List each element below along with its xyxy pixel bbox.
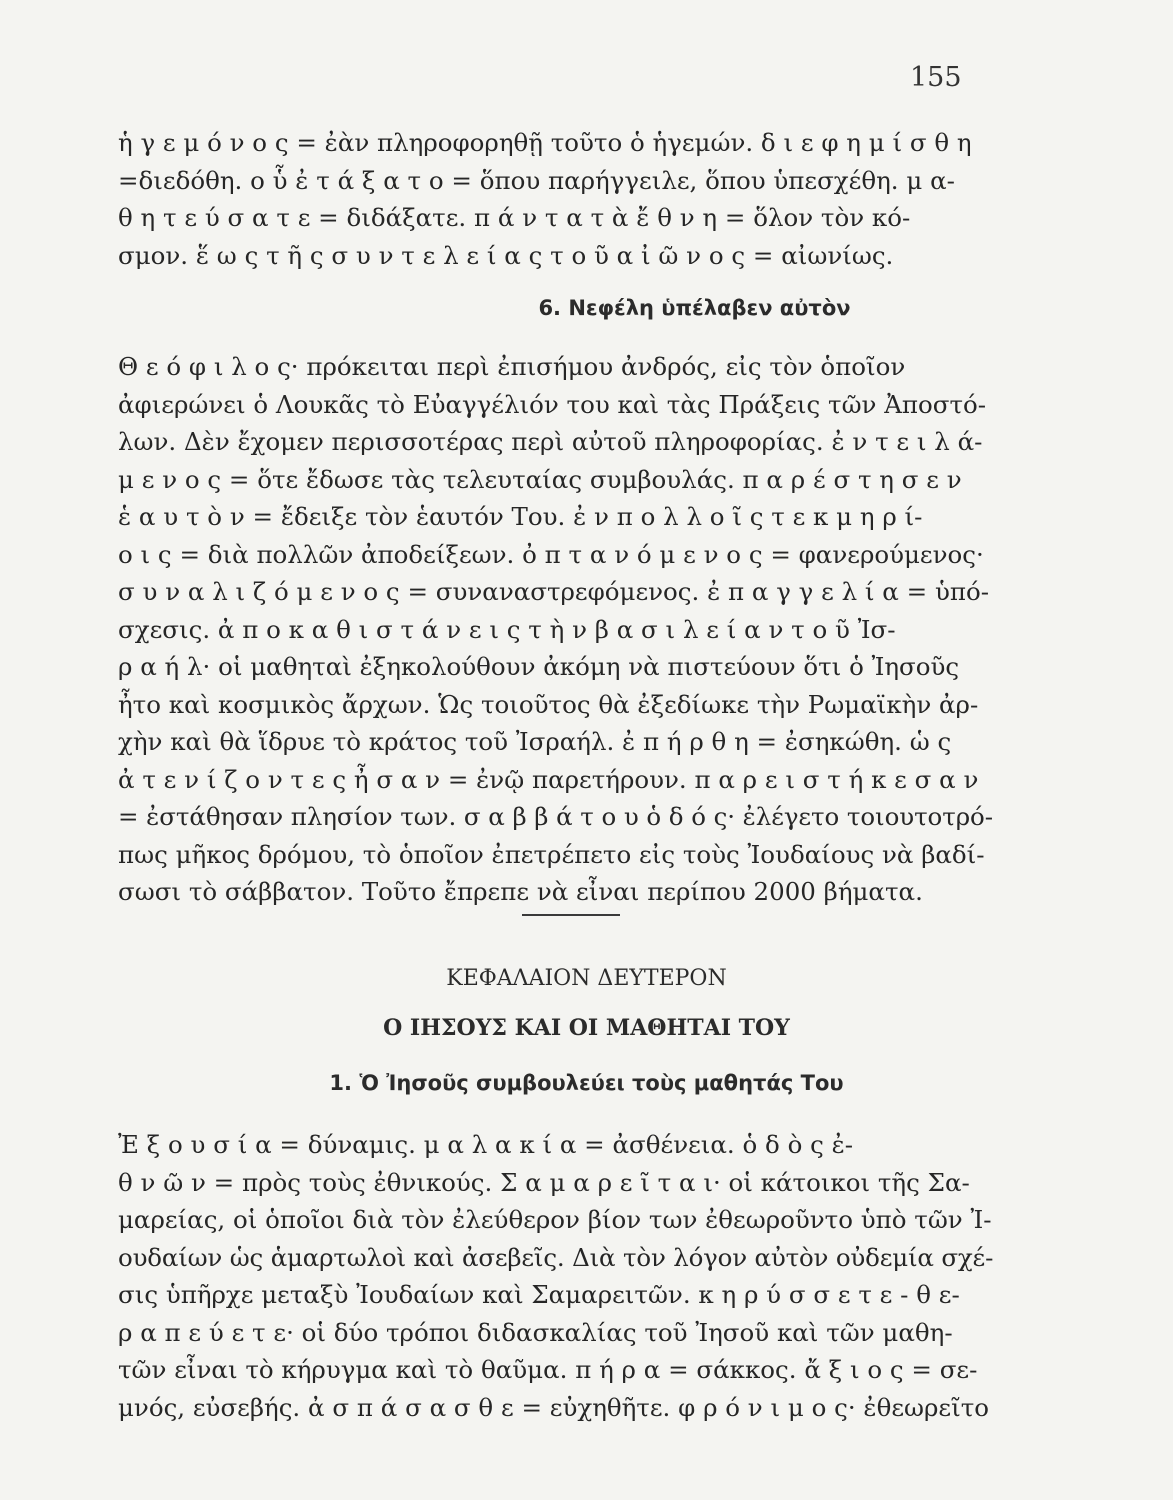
text-line: μαρείας, οἱ ὁποῖοι διὰ τὸν ἐλεύθερον βίον των ἐθεωροῦντο ὑπὸ τῶν Ἰ- (118, 1205, 992, 1234)
text-line: σις ὑπῆρχε μεταξὺ Ἰουδαίων καὶ Σαμαρειτῶν. κ η ρ ύ σ σ ε τ ε - θ ε- (118, 1280, 960, 1309)
page-number: 155 (910, 62, 962, 93)
text-line: ο ι ς = διὰ πολλῶν ἀποδείξεων. ὀ π τ α ν ό μ ε ν ο ς = φανερούμενος· (118, 539, 984, 569)
text-line: σμον. ἕ ω ς τ ῆ ς σ υ ν τ ε λ ε ί α ς τ ο ῦ α ἰ ῶ ν ο ς = αἰωνίως. (118, 240, 894, 270)
text-line: ἑ α υ τ ὸ ν = ἔδειξε τὸν ἑαυτόν Του. ἐ ν π ο λ λ ο ῖ ς τ ε κ μ η ρ ί- (118, 502, 923, 531)
paragraph-glossary-1 (118, 124, 993, 274)
text-line: σχεσις. ἀ π ο κ α θ ι σ τ ά ν ε ι ς τ ὴ ν β α σ ι λ ε ί α ν τ ο ῦ Ἰσ- (118, 614, 896, 644)
text-line: τῶν εἶναι τὸ κήρυγμα καὶ τὸ θαῦμα. π ή ρ α = σάκκος. ἄ ξ ι ο ς = σε- (118, 1355, 978, 1384)
text-line: ουδαίων ὡς ἁμαρτωλοὶ καὶ ἀσεβεῖς. Διὰ τὸν λόγον αὐτὸν οὐδεμία σχέ- (118, 1242, 993, 1272)
text-line: ρ α π ε ύ ε τ ε· οἱ δύο τρόποι διδασκαλίας τοῦ Ἰησοῦ καὶ τῶν μαθη- (118, 1317, 953, 1347)
section-1-heading: 1. Ὁ Ἰησοῦς συμβουλεύει τοὺς μαθητάς Του (329, 1071, 844, 1095)
text-line: ἦτο καὶ κοσμικὸς ἄρχων. Ὡς τοιοῦτος θὰ ἐξεδίωκε τὴν Ρωμαϊκὴν ἀρ- (118, 689, 979, 719)
text-line: θ η τ ε ύ σ α τ ε = διδάξατε. π ά ν τ α τ ὰ ἔ θ ν η = ὅλον τὸν κό- (118, 203, 911, 232)
text-line: = ἐστάθησαν πλησίον των. σ α β β ά τ ο υ ὁ δ ό ς· ἐλέγετο τοιουτοτρό- (118, 802, 993, 831)
paragraph-glossary-3 (118, 1126, 993, 1426)
chapter-title: Ο ΙΗΣΟΥΣ ΚΑΙ ΟΙ ΜΑΘΗΤΑΙ ΤΟΥ (383, 1015, 790, 1041)
text-line: πως μῆκος δρόμου, τὸ ὁποῖον ἐπετρέπετο εἰς τοὺς Ἰουδαίους νὰ βαδί- (118, 839, 985, 869)
text-line: =διεδόθη. ο ὗ ἐ τ ά ξ α τ ο = ὅπου παρήγγειλε, ὅπου ὑπεσχέθη. μ α- (118, 165, 955, 195)
text-line: Θ ε ό φ ι λ ο ς· πρόκειται περὶ ἐπισήμου ἀνδρός, εἰς τὸν ὁποῖον (118, 352, 906, 381)
chapter-heading: ΚΕΦΑΛΑΙΟΝ ΔΕΥΤΕΡΟΝ (446, 966, 727, 991)
text-line: σ υ ν α λ ι ζ ό μ ε ν ο ς = συναναστρεφόμενος. ἐ π α γ γ ε λ ί α = ὑπό- (118, 577, 989, 606)
text-line: ἀφιερώνει ὁ Λουκᾶς τὸ Εὐαγγέλιόν του καὶ τὰς Πράξεις τῶν Ἀποστό- (118, 389, 987, 419)
paragraph-glossary-2 (118, 348, 993, 911)
text-line: ρ α ή λ· οἱ μαθηταὶ ἐξηκολούθουν ἀκόμη νὰ πιστεύουν ὅτι ὁ Ἰησοῦς (118, 652, 960, 681)
text-line: Ἐ ξ ο υ σ ί α = δύναμις. μ α λ α κ ί α = ἀσθένεια. ὁ δ ὸ ς ἐ- (118, 1130, 854, 1159)
text-line: μνός, εὐσεβής. ἀ σ π ά σ α σ θ ε = εὐχηθῆτε. φ ρ ό ν ι μ ο ς· ἐθεωρεῖτο (118, 1392, 989, 1422)
section-6-heading: 6. Νεφέλη ὑπέλαβεν αὐτὸν (538, 296, 851, 320)
text-line: ἡ γ ε μ ό ν ο ς = ἐὰν πληροφορηθῇ τοῦτο ὁ ἡγεμών. δ ι ε φ η μ ί σ θ η (118, 128, 972, 157)
text-line: μ ε ν ο ς = ὅτε ἔδωσε τὰς τελευταίας συμβουλάς. π α ρ έ σ τ η σ ε ν (118, 464, 962, 494)
text-line: θ ν ῶ ν = πρὸς τοὺς ἐθνικούς. Σ α μ α ρ ε ῖ τ α ι· οἱ κάτοικοι τῆς Σα- (118, 1167, 970, 1197)
text-line: λων. Δὲν ἔχομεν περισσοτέρας περὶ αὐτοῦ πληροφορίας. ἐ ν τ ε ι λ ά- (118, 427, 983, 456)
text-line: σωσι τὸ σάββατον. Τοῦτο ἔπρεπε νὰ εἶναι περίπου 2000 βήματα. (118, 877, 923, 906)
text-line: ἀ τ ε ν ί ζ ο ν τ ε ς ἦ σ α ν = ἐνῷ παρετήρουν. π α ρ ε ι σ τ ή κ ε σ α ν (118, 764, 979, 794)
section-divider (522, 914, 620, 916)
text-line: χὴν καὶ θὰ ἵδρυε τὸ κράτος τοῦ Ἰσραήλ. ἐ π ή ρ θ η = ἐσηκώθη. ὡ ς (118, 727, 952, 756)
